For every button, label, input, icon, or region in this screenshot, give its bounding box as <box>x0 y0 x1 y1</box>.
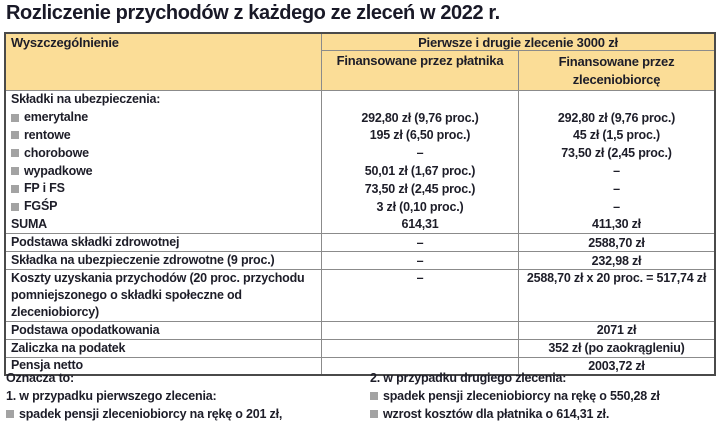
table-row <box>6 198 714 216</box>
column-header-financed-by-payer: Finansowane przez płatnika <box>321 51 519 90</box>
row-value-payer <box>321 340 519 357</box>
bullet-square-icon <box>11 203 19 211</box>
settlement-table <box>4 32 716 376</box>
row-value-contractor: 292,80 zł (9,76 proc.) <box>557 110 676 125</box>
footnote-intro: Oznacza to: <box>6 371 74 385</box>
table-row <box>6 127 714 145</box>
footnote-column-left <box>6 369 370 423</box>
footnote-column-right <box>370 369 716 423</box>
row-value-payer <box>321 322 519 339</box>
row-label: SUMA <box>11 216 48 231</box>
row-label <box>6 127 321 145</box>
row-label <box>6 198 321 216</box>
footnote-item <box>370 387 716 405</box>
bullet-square-icon <box>370 392 378 400</box>
page-title: Rozliczenie przychodów z każdego ze zleceń w 2022 r. <box>6 2 500 24</box>
row-value-contractor: 2588,70 zł x 20 proc. = 517,74 zł <box>526 270 707 285</box>
row-value-contractor: – <box>613 164 620 179</box>
bullet-square-icon <box>11 131 19 139</box>
row-label-text: rentowe <box>24 127 71 142</box>
row-label: Składki na ubezpieczenia: <box>11 92 161 107</box>
row-value-contractor: – <box>613 181 620 196</box>
row-label-text: emerytalne <box>24 110 89 125</box>
table-row <box>6 144 714 162</box>
table-row <box>6 321 714 339</box>
table-row <box>6 109 714 127</box>
bullet-square-icon <box>11 114 19 122</box>
column-header-specification: Wyszczególnienie <box>11 35 119 50</box>
row-label: Pensja netto <box>11 358 83 373</box>
row-value-payer: 50,01 zł (1,67 proc.) <box>321 162 519 180</box>
bullet-square-icon <box>11 149 19 157</box>
row-value-payer: 3 zł (0,10 proc.) <box>321 198 519 216</box>
table-header <box>6 34 714 91</box>
row-value-payer: 292,80 zł (9,76 proc.) <box>321 109 519 127</box>
row-value-contractor: 2003,72 zł <box>588 358 645 373</box>
row-value-contractor <box>519 91 714 109</box>
row-value-contractor: – <box>613 199 620 214</box>
table-row <box>6 162 714 180</box>
row-label: Koszty uzyskania przychodów (20 proc. przychodu pomniejszonego o składki społeczne od zleceniobiorcy) <box>11 270 305 319</box>
footnote-item-text: wzrost kosztów dla płatnika o 614,31 zł. <box>383 407 610 421</box>
row-label <box>6 144 321 162</box>
row-value-contractor: 352 zł (po zaokrągleniu) <box>548 341 685 356</box>
row-value-payer: – <box>321 144 519 162</box>
row-value-payer: – <box>321 234 519 251</box>
row-label <box>6 109 321 127</box>
footnote-item-text: spadek pensji zleceniobiorcy na rękę o 550,28 zł <box>383 389 660 403</box>
row-label: Podstawa opodatkowania <box>11 322 160 337</box>
row-label-text: wypadkowe <box>24 163 93 178</box>
table-row <box>6 233 714 251</box>
footnote-heading-second-order: 2. w przypadku drugiego zlecenia: <box>370 371 567 385</box>
footnotes <box>6 369 716 423</box>
table-row <box>6 269 714 321</box>
footnote-item-text: spadek pensji zleceniobiorcy na rękę o 201 zł, <box>19 407 283 421</box>
row-value-contractor: 45 zł (1,5 proc.) <box>573 128 660 143</box>
bullet-square-icon <box>11 167 19 175</box>
footnote-heading-first-order: 1. w przypadku pierwszego zlecenia: <box>6 389 217 403</box>
table-row <box>6 251 714 269</box>
row-value-payer: 73,50 zł (2,45 proc.) <box>321 180 519 198</box>
row-value-payer: 195 zł (6,50 proc.) <box>321 127 519 145</box>
table-row <box>6 180 714 198</box>
row-value-contractor: 232,98 zł <box>591 253 642 268</box>
row-label: Składka na ubezpieczenie zdrowotne (9 proc.) <box>11 253 275 268</box>
table-row <box>6 91 714 109</box>
footnote-item <box>6 405 370 423</box>
bullet-square-icon <box>11 185 19 193</box>
row-value-contractor: 411,30 zł <box>592 217 641 232</box>
bullet-square-icon <box>6 410 14 418</box>
row-value-payer: 614,31 <box>321 216 519 234</box>
bullet-square-icon <box>370 410 378 418</box>
row-label <box>6 162 321 180</box>
column-group-header: Pierwsze i drugie zlecenie 3000 zł <box>321 34 714 51</box>
table-row <box>6 339 714 357</box>
row-value-payer: – <box>321 252 519 269</box>
row-label <box>6 180 321 198</box>
row-value-payer: – <box>321 270 519 321</box>
row-label: Zaliczka na podatek <box>11 340 126 355</box>
row-value-contractor: 2588,70 zł <box>588 235 645 250</box>
row-value-contractor: 2071 zł <box>596 323 637 338</box>
row-label-text: chorobowe <box>24 145 89 160</box>
row-label-text: FP i FS <box>24 181 65 196</box>
row-label-text: FGŚP <box>24 199 58 214</box>
row-value-payer <box>321 91 519 109</box>
row-label: Podstawa składki zdrowotnej <box>11 235 180 250</box>
column-header-financed-by-contractor: Finansowane przez zleceniobiorcę <box>558 54 675 87</box>
table-row-suma <box>6 216 714 234</box>
footnote-item <box>370 405 716 423</box>
row-value-contractor: 73,50 zł (2,45 proc.) <box>561 146 672 161</box>
